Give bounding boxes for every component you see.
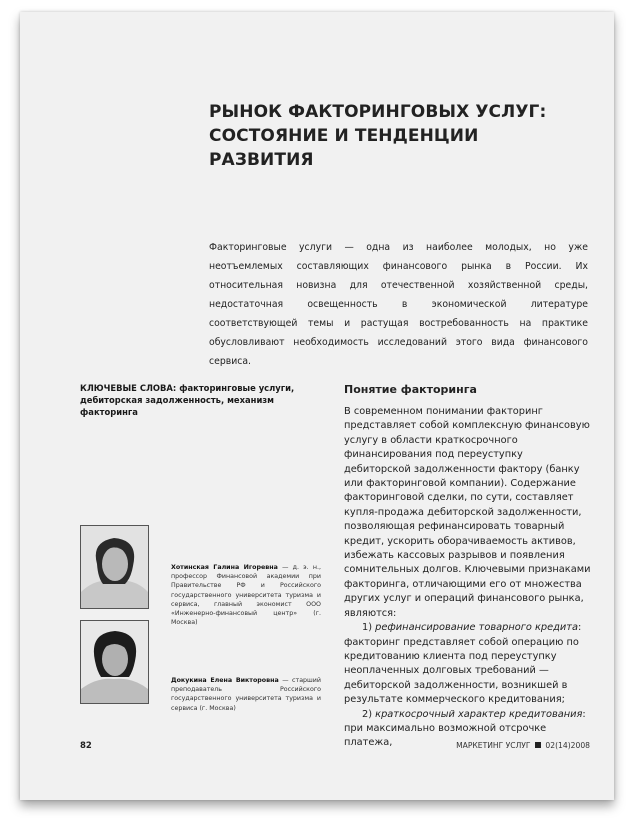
author-portrait-2-image: [81, 621, 148, 703]
author-photo-2: [80, 620, 149, 704]
list-item-1: [344, 621, 592, 707]
list-item-2-number: 2): [362, 708, 376, 720]
author-bio-2: [171, 676, 321, 713]
author-details-2: — старший преподаватель Российского государственного университета туризма и сервиса (г. Москва): [171, 677, 321, 712]
journal-issue: 02(14)2008: [545, 741, 590, 750]
page-number: 82: [80, 741, 92, 751]
keywords-text: факторинговые услуги, дебиторская задолженность, механизм факторинга: [80, 383, 295, 417]
section-heading: Понятие факторинга: [344, 383, 477, 396]
keywords: [80, 382, 320, 418]
list-item-2-text: : при максимально возможной отсрочке платежа,: [344, 708, 586, 749]
list-item-2-term: краткосрочный характер кредитования: [375, 708, 583, 720]
author-details-1: — д. э. н., профессор Финансовой академии при Правительстве РФ и Российского государственного университета туризма и сервиса, главный экономист ООО «Инженерно-финансовый центр» (г. Москва): [171, 564, 321, 627]
running-footer: [456, 741, 590, 750]
list-item-1-number: 1): [362, 622, 376, 634]
list-item-1-text: : факторинг представляет собой операцию по кредитованию клиента под переуступку неоплаченных долговых требований — дебиторской задолженности, возникшей в результате коммерческого кредитования;: [344, 622, 582, 706]
article-lead: Факторинговые услуги — одна из наиболее молодых, но уже неотъемлемых составляющих финансового рынка в России. Их относительная новизна для отечественной хозяйственной среды, недостаточная освещенность в экономической литературе соответствующей темы и растущая востребованность на практике обусловливают необходимость исследований этого вида финансового сервиса.: [209, 242, 588, 367]
list-item-1-term: рефинансирование товарного кредита: [375, 622, 578, 634]
article-title-line-2: СОСТОЯНИЕ И ТЕНДЕНЦИИ РАЗВИТИЯ: [209, 126, 479, 170]
square-separator-icon: [535, 742, 541, 748]
author-name-1: Хотинская Галина Игоревна: [171, 564, 278, 571]
author-portrait-1-image: [81, 526, 148, 608]
author-name-2: Докукина Елена Викторовна: [171, 677, 279, 684]
keywords-label: КЛЮЧЕВЫЕ СЛОВА:: [80, 383, 177, 393]
author-photo-1: [80, 525, 149, 609]
article-title: [209, 100, 589, 172]
article-body: [344, 405, 592, 751]
author-bio-1: [171, 563, 321, 627]
article-title-line-1: РЫНОК ФАКТОРИНГОВЫХ УСЛУГ:: [209, 102, 547, 122]
journal-name: МАРКЕТИНГ УСЛУГ: [456, 741, 531, 750]
body-paragraph: В современном понимании факторинг представляет собой комплексную финансовую услугу в области краткосрочного финансирования под переуступку дебиторской задолженности фактору (банку или факторинговой компании). Содержание факторинговой сделки, по сути, составляет купля-продажа дебиторской задолженности, позволяющая рефинансировать товарный кредит, ускорить оборачиваемость активов, избежать кассовых разрывов и появления сомнительных долгов. Ключевыми признаками факторинга, отличающими его от множества других услуг и операций финансового рынка, являются:: [344, 406, 591, 619]
